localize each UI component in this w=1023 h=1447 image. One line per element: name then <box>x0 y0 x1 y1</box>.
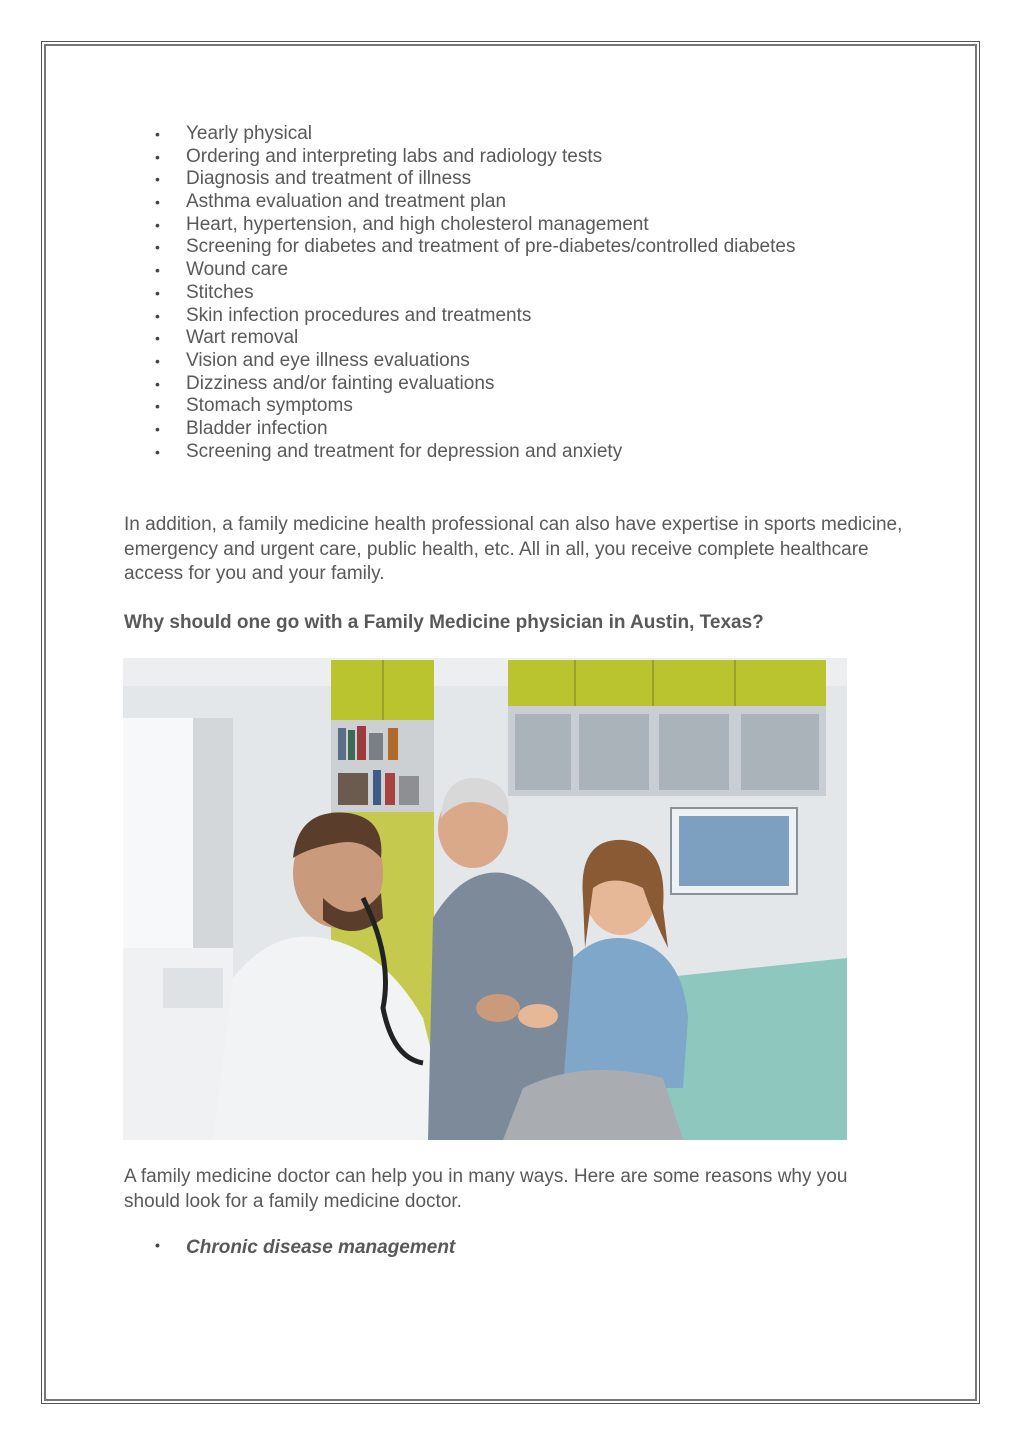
intro-paragraph: In addition, a family medicine health professional can also have expertise in sports medicine, emergency and urgent care, public health, etc. All in all, you receive complete healthcare access for you and your family. <box>124 514 903 584</box>
bullet-icon: • <box>155 1237 160 1253</box>
list-item: • Screening and treatment for depression and anxiety <box>155 440 623 462</box>
bullet-icon: • <box>155 126 160 142</box>
list-item: • Heart, hypertension, and high cholesterol management <box>155 213 649 235</box>
list-item: • Skin infection procedures and treatments <box>155 304 532 326</box>
list-item: • Wound care <box>155 259 289 281</box>
bullet-icon: • <box>155 352 160 369</box>
list-item: • Stomach symptoms <box>155 395 353 417</box>
list-item: • Asthma evaluation and treatment plan <box>155 191 507 213</box>
bullet-icon: • <box>155 284 160 301</box>
clinic-photo <box>123 658 847 1140</box>
list-item: • Dizziness and/or fainting evaluations <box>155 372 495 394</box>
services-list <box>124 123 904 463</box>
list-item: • Ordering and interpreting labs and radiology tests <box>155 145 603 167</box>
reasons-intro-paragraph: A family medicine doctor can help you in many ways. Here are some reasons why you should look for a family medicine doctor. <box>124 1166 848 1212</box>
list-item: • Chronic disease management <box>155 1237 456 1258</box>
bullet-icon: • <box>155 443 160 460</box>
list-item: • Screening for diabetes and treatment of pre-diabetes/controlled diabetes <box>155 236 796 258</box>
document-content <box>124 123 904 1258</box>
bullet-icon: • <box>155 330 160 347</box>
bullet-icon: • <box>155 262 160 279</box>
bullet-icon: • <box>155 307 160 324</box>
bullet-icon: • <box>155 375 160 392</box>
list-item: • Diagnosis and treatment of illness <box>155 168 472 190</box>
list-item: • Stitches <box>155 281 254 303</box>
list-item: • Vision and eye illness evaluations <box>155 349 470 371</box>
bullet-icon: • <box>155 194 160 211</box>
bullet-icon: • <box>155 398 160 415</box>
list-item: • Bladder infection <box>155 417 328 439</box>
list-item: • Yearly physical <box>155 123 313 144</box>
bullet-icon: • <box>155 171 160 188</box>
list-item: • Wart removal <box>155 327 299 349</box>
bullet-icon: • <box>155 239 160 256</box>
bullet-icon: • <box>155 420 160 437</box>
section-heading: Why should one go with a Family Medicine physician in Austin, Texas? <box>124 612 764 633</box>
bullet-icon: • <box>155 148 160 165</box>
bullet-icon: • <box>155 216 160 233</box>
